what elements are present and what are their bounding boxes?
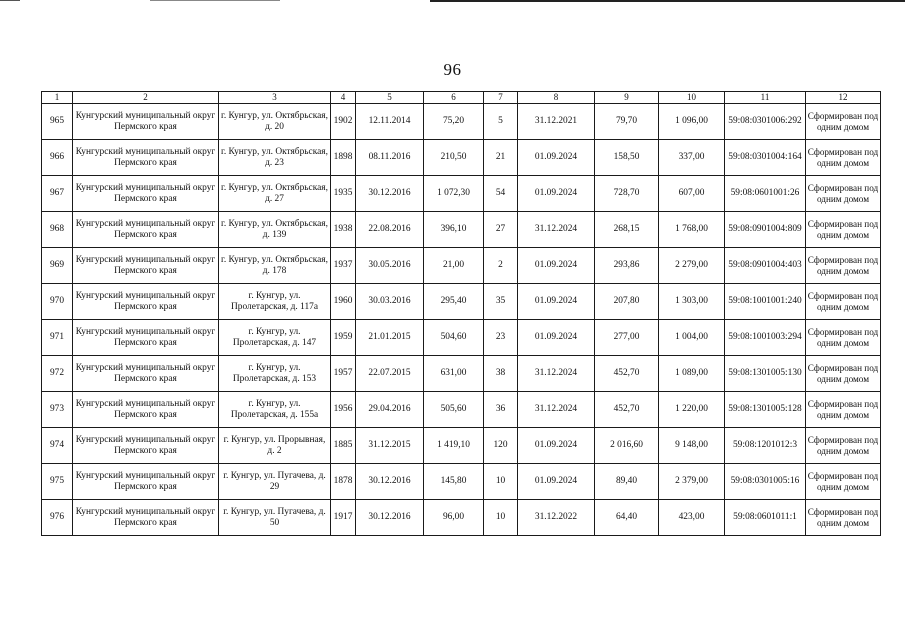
address-cell: г. Кунгур, ул. Пролетарская, д. 147 [219, 320, 331, 356]
date-cell: 01.09.2024 [518, 284, 595, 320]
area-cell: 21,00 [424, 248, 484, 284]
area-cell: 210,50 [424, 140, 484, 176]
row-number-cell: 974 [42, 428, 73, 464]
date-cell: 22.08.2016 [356, 212, 424, 248]
status-cell: Сформирован под одним домом [806, 356, 881, 392]
area-cell: 1 768,00 [659, 212, 725, 248]
cadastral-number-cell: 59:08:1201012:3 [725, 428, 806, 464]
area-cell: 396,10 [424, 212, 484, 248]
column-header: 9 [595, 92, 659, 104]
area-cell: 504,60 [424, 320, 484, 356]
area-cell: 89,40 [595, 464, 659, 500]
row-number-cell: 973 [42, 392, 73, 428]
address-cell: г. Кунгур, ул. Пролетарская, д. 153 [219, 356, 331, 392]
municipality-cell: Кунгурский муниципальный округ Пермского края [73, 320, 219, 356]
address-cell: г. Кунгур, ул. Пролетарская, д. 155а [219, 392, 331, 428]
count-cell: 2 [484, 248, 518, 284]
area-cell: 452,70 [595, 392, 659, 428]
count-cell: 10 [484, 464, 518, 500]
table-row [42, 212, 881, 248]
build-year-cell: 1885 [331, 428, 356, 464]
count-cell: 35 [484, 284, 518, 320]
count-cell: 5 [484, 104, 518, 140]
cadastral-number-cell: 59:08:0601011:1 [725, 500, 806, 536]
address-cell: г. Кунгур, ул. Октябрьская, д. 178 [219, 248, 331, 284]
cadastral-number-cell: 59:08:1001001:240 [725, 284, 806, 320]
area-cell: 277,00 [595, 320, 659, 356]
status-cell: Сформирован под одним домом [806, 464, 881, 500]
cadastral-number-cell: 59:08:1301005:130 [725, 356, 806, 392]
count-cell: 23 [484, 320, 518, 356]
count-cell: 38 [484, 356, 518, 392]
status-cell: Сформирован под одним домом [806, 500, 881, 536]
count-cell: 10 [484, 500, 518, 536]
row-number-cell: 967 [42, 176, 73, 212]
build-year-cell: 1898 [331, 140, 356, 176]
column-header: 8 [518, 92, 595, 104]
date-cell: 01.09.2024 [518, 140, 595, 176]
address-cell: г. Кунгур, ул. Октябрьская, д. 23 [219, 140, 331, 176]
count-cell: 54 [484, 176, 518, 212]
area-cell: 1 004,00 [659, 320, 725, 356]
municipality-cell: Кунгурский муниципальный округ Пермского края [73, 428, 219, 464]
column-header: 12 [806, 92, 881, 104]
page-number: 96 [443, 60, 462, 79]
area-cell: 423,00 [659, 500, 725, 536]
table-row [42, 356, 881, 392]
row-number-cell: 965 [42, 104, 73, 140]
top-edge-rule-middle [150, 0, 280, 1]
date-cell: 30.05.2016 [356, 248, 424, 284]
date-cell: 30.12.2016 [356, 464, 424, 500]
table-row [42, 284, 881, 320]
top-edge-rule-left [0, 0, 20, 1]
date-cell: 08.11.2016 [356, 140, 424, 176]
municipality-cell: Кунгурский муниципальный округ Пермского края [73, 356, 219, 392]
area-cell: 1 072,30 [424, 176, 484, 212]
municipality-cell: Кунгурский муниципальный округ Пермского края [73, 500, 219, 536]
row-number-cell: 969 [42, 248, 73, 284]
cadastral-number-cell: 59:08:0301004:164 [725, 140, 806, 176]
municipality-cell: Кунгурский муниципальный округ Пермского края [73, 140, 219, 176]
municipality-cell: Кунгурский муниципальный округ Пермского края [73, 284, 219, 320]
municipality-cell: Кунгурский муниципальный округ Пермского края [73, 464, 219, 500]
row-number-cell: 970 [42, 284, 73, 320]
status-cell: Сформирован под одним домом [806, 320, 881, 356]
municipality-cell: Кунгурский муниципальный округ Пермского края [73, 392, 219, 428]
cadastral-number-cell: 59:08:0901004:403 [725, 248, 806, 284]
status-cell: Сформирован под одним домом [806, 212, 881, 248]
date-cell: 12.11.2014 [356, 104, 424, 140]
cadastral-number-cell: 59:08:0901004:809 [725, 212, 806, 248]
date-cell: 01.09.2024 [518, 248, 595, 284]
row-number-cell: 975 [42, 464, 73, 500]
address-cell: г. Кунгур, ул. Октябрьская, д. 27 [219, 176, 331, 212]
table-row [42, 320, 881, 356]
area-cell: 268,15 [595, 212, 659, 248]
area-cell: 2 016,60 [595, 428, 659, 464]
date-cell: 30.12.2016 [356, 176, 424, 212]
date-cell: 21.01.2015 [356, 320, 424, 356]
build-year-cell: 1917 [331, 500, 356, 536]
municipality-cell: Кунгурский муниципальный округ Пермского края [73, 248, 219, 284]
cadastral-number-cell: 59:08:1001003:294 [725, 320, 806, 356]
area-cell: 75,20 [424, 104, 484, 140]
build-year-cell: 1937 [331, 248, 356, 284]
date-cell: 01.09.2024 [518, 464, 595, 500]
table-row [42, 104, 881, 140]
cadastral-number-cell: 59:08:0301006:292 [725, 104, 806, 140]
address-cell: г. Кунгур, ул. Октябрьская, д. 139 [219, 212, 331, 248]
build-year-cell: 1956 [331, 392, 356, 428]
area-cell: 64,40 [595, 500, 659, 536]
area-cell: 2 379,00 [659, 464, 725, 500]
row-number-cell: 971 [42, 320, 73, 356]
column-header: 11 [725, 92, 806, 104]
table-row [42, 140, 881, 176]
area-cell: 1 419,10 [424, 428, 484, 464]
column-header: 1 [42, 92, 73, 104]
municipality-cell: Кунгурский муниципальный округ Пермского края [73, 212, 219, 248]
row-number-cell: 968 [42, 212, 73, 248]
date-cell: 22.07.2015 [356, 356, 424, 392]
housing-registry-table [41, 91, 881, 536]
area-cell: 79,70 [595, 104, 659, 140]
date-cell: 31.12.2021 [518, 104, 595, 140]
column-header: 10 [659, 92, 725, 104]
date-cell: 31.12.2015 [356, 428, 424, 464]
status-cell: Сформирован под одним домом [806, 392, 881, 428]
area-cell: 2 279,00 [659, 248, 725, 284]
cadastral-number-cell: 59:08:0601001:26 [725, 176, 806, 212]
table-row [42, 248, 881, 284]
date-cell: 01.09.2024 [518, 428, 595, 464]
date-cell: 30.12.2016 [356, 500, 424, 536]
table-row [42, 176, 881, 212]
area-cell: 505,60 [424, 392, 484, 428]
date-cell: 31.12.2024 [518, 356, 595, 392]
area-cell: 1 220,00 [659, 392, 725, 428]
table-row [42, 392, 881, 428]
date-cell: 31.12.2024 [518, 212, 595, 248]
area-cell: 631,00 [424, 356, 484, 392]
area-cell: 207,80 [595, 284, 659, 320]
status-cell: Сформирован под одним домом [806, 248, 881, 284]
column-header: 6 [424, 92, 484, 104]
table-header-row [42, 92, 881, 104]
column-header: 4 [331, 92, 356, 104]
area-cell: 145,80 [424, 464, 484, 500]
address-cell: г. Кунгур, ул. Пролетарская, д. 117а [219, 284, 331, 320]
status-cell: Сформирован под одним домом [806, 140, 881, 176]
status-cell: Сформирован под одним домом [806, 104, 881, 140]
column-header: 7 [484, 92, 518, 104]
status-cell: Сформирован под одним домом [806, 428, 881, 464]
date-cell: 30.03.2016 [356, 284, 424, 320]
count-cell: 120 [484, 428, 518, 464]
build-year-cell: 1938 [331, 212, 356, 248]
build-year-cell: 1902 [331, 104, 356, 140]
status-cell: Сформирован под одним домом [806, 284, 881, 320]
count-cell: 36 [484, 392, 518, 428]
date-cell: 31.12.2024 [518, 392, 595, 428]
area-cell: 9 148,00 [659, 428, 725, 464]
count-cell: 27 [484, 212, 518, 248]
date-cell: 01.09.2024 [518, 176, 595, 212]
date-cell: 29.04.2016 [356, 392, 424, 428]
area-cell: 607,00 [659, 176, 725, 212]
area-cell: 96,00 [424, 500, 484, 536]
cadastral-number-cell: 59:08:0301005:16 [725, 464, 806, 500]
area-cell: 158,50 [595, 140, 659, 176]
municipality-cell: Кунгурский муниципальный округ Пермского края [73, 104, 219, 140]
build-year-cell: 1959 [331, 320, 356, 356]
row-number-cell: 972 [42, 356, 73, 392]
table-row [42, 428, 881, 464]
column-header: 2 [73, 92, 219, 104]
address-cell: г. Кунгур, ул. Октябрьская, д. 20 [219, 104, 331, 140]
cadastral-number-cell: 59:08:1301005:128 [725, 392, 806, 428]
area-cell: 295,40 [424, 284, 484, 320]
date-cell: 31.12.2022 [518, 500, 595, 536]
address-cell: г. Кунгур, ул. Пугачева, д. 50 [219, 500, 331, 536]
column-header: 3 [219, 92, 331, 104]
area-cell: 1 089,00 [659, 356, 725, 392]
build-year-cell: 1878 [331, 464, 356, 500]
row-number-cell: 966 [42, 140, 73, 176]
area-cell: 452,70 [595, 356, 659, 392]
table-row [42, 500, 881, 536]
address-cell: г. Кунгур, ул. Пугачева, д. 29 [219, 464, 331, 500]
area-cell: 293,86 [595, 248, 659, 284]
top-edge-rule-right [430, 0, 905, 2]
build-year-cell: 1957 [331, 356, 356, 392]
address-cell: г. Кунгур, ул. Прорывная, д. 2 [219, 428, 331, 464]
row-number-cell: 976 [42, 500, 73, 536]
area-cell: 1 096,00 [659, 104, 725, 140]
count-cell: 21 [484, 140, 518, 176]
area-cell: 728,70 [595, 176, 659, 212]
build-year-cell: 1960 [331, 284, 356, 320]
date-cell: 01.09.2024 [518, 320, 595, 356]
status-cell: Сформирован под одним домом [806, 176, 881, 212]
area-cell: 337,00 [659, 140, 725, 176]
table-row [42, 464, 881, 500]
build-year-cell: 1935 [331, 176, 356, 212]
municipality-cell: Кунгурский муниципальный округ Пермского края [73, 176, 219, 212]
area-cell: 1 303,00 [659, 284, 725, 320]
column-header: 5 [356, 92, 424, 104]
